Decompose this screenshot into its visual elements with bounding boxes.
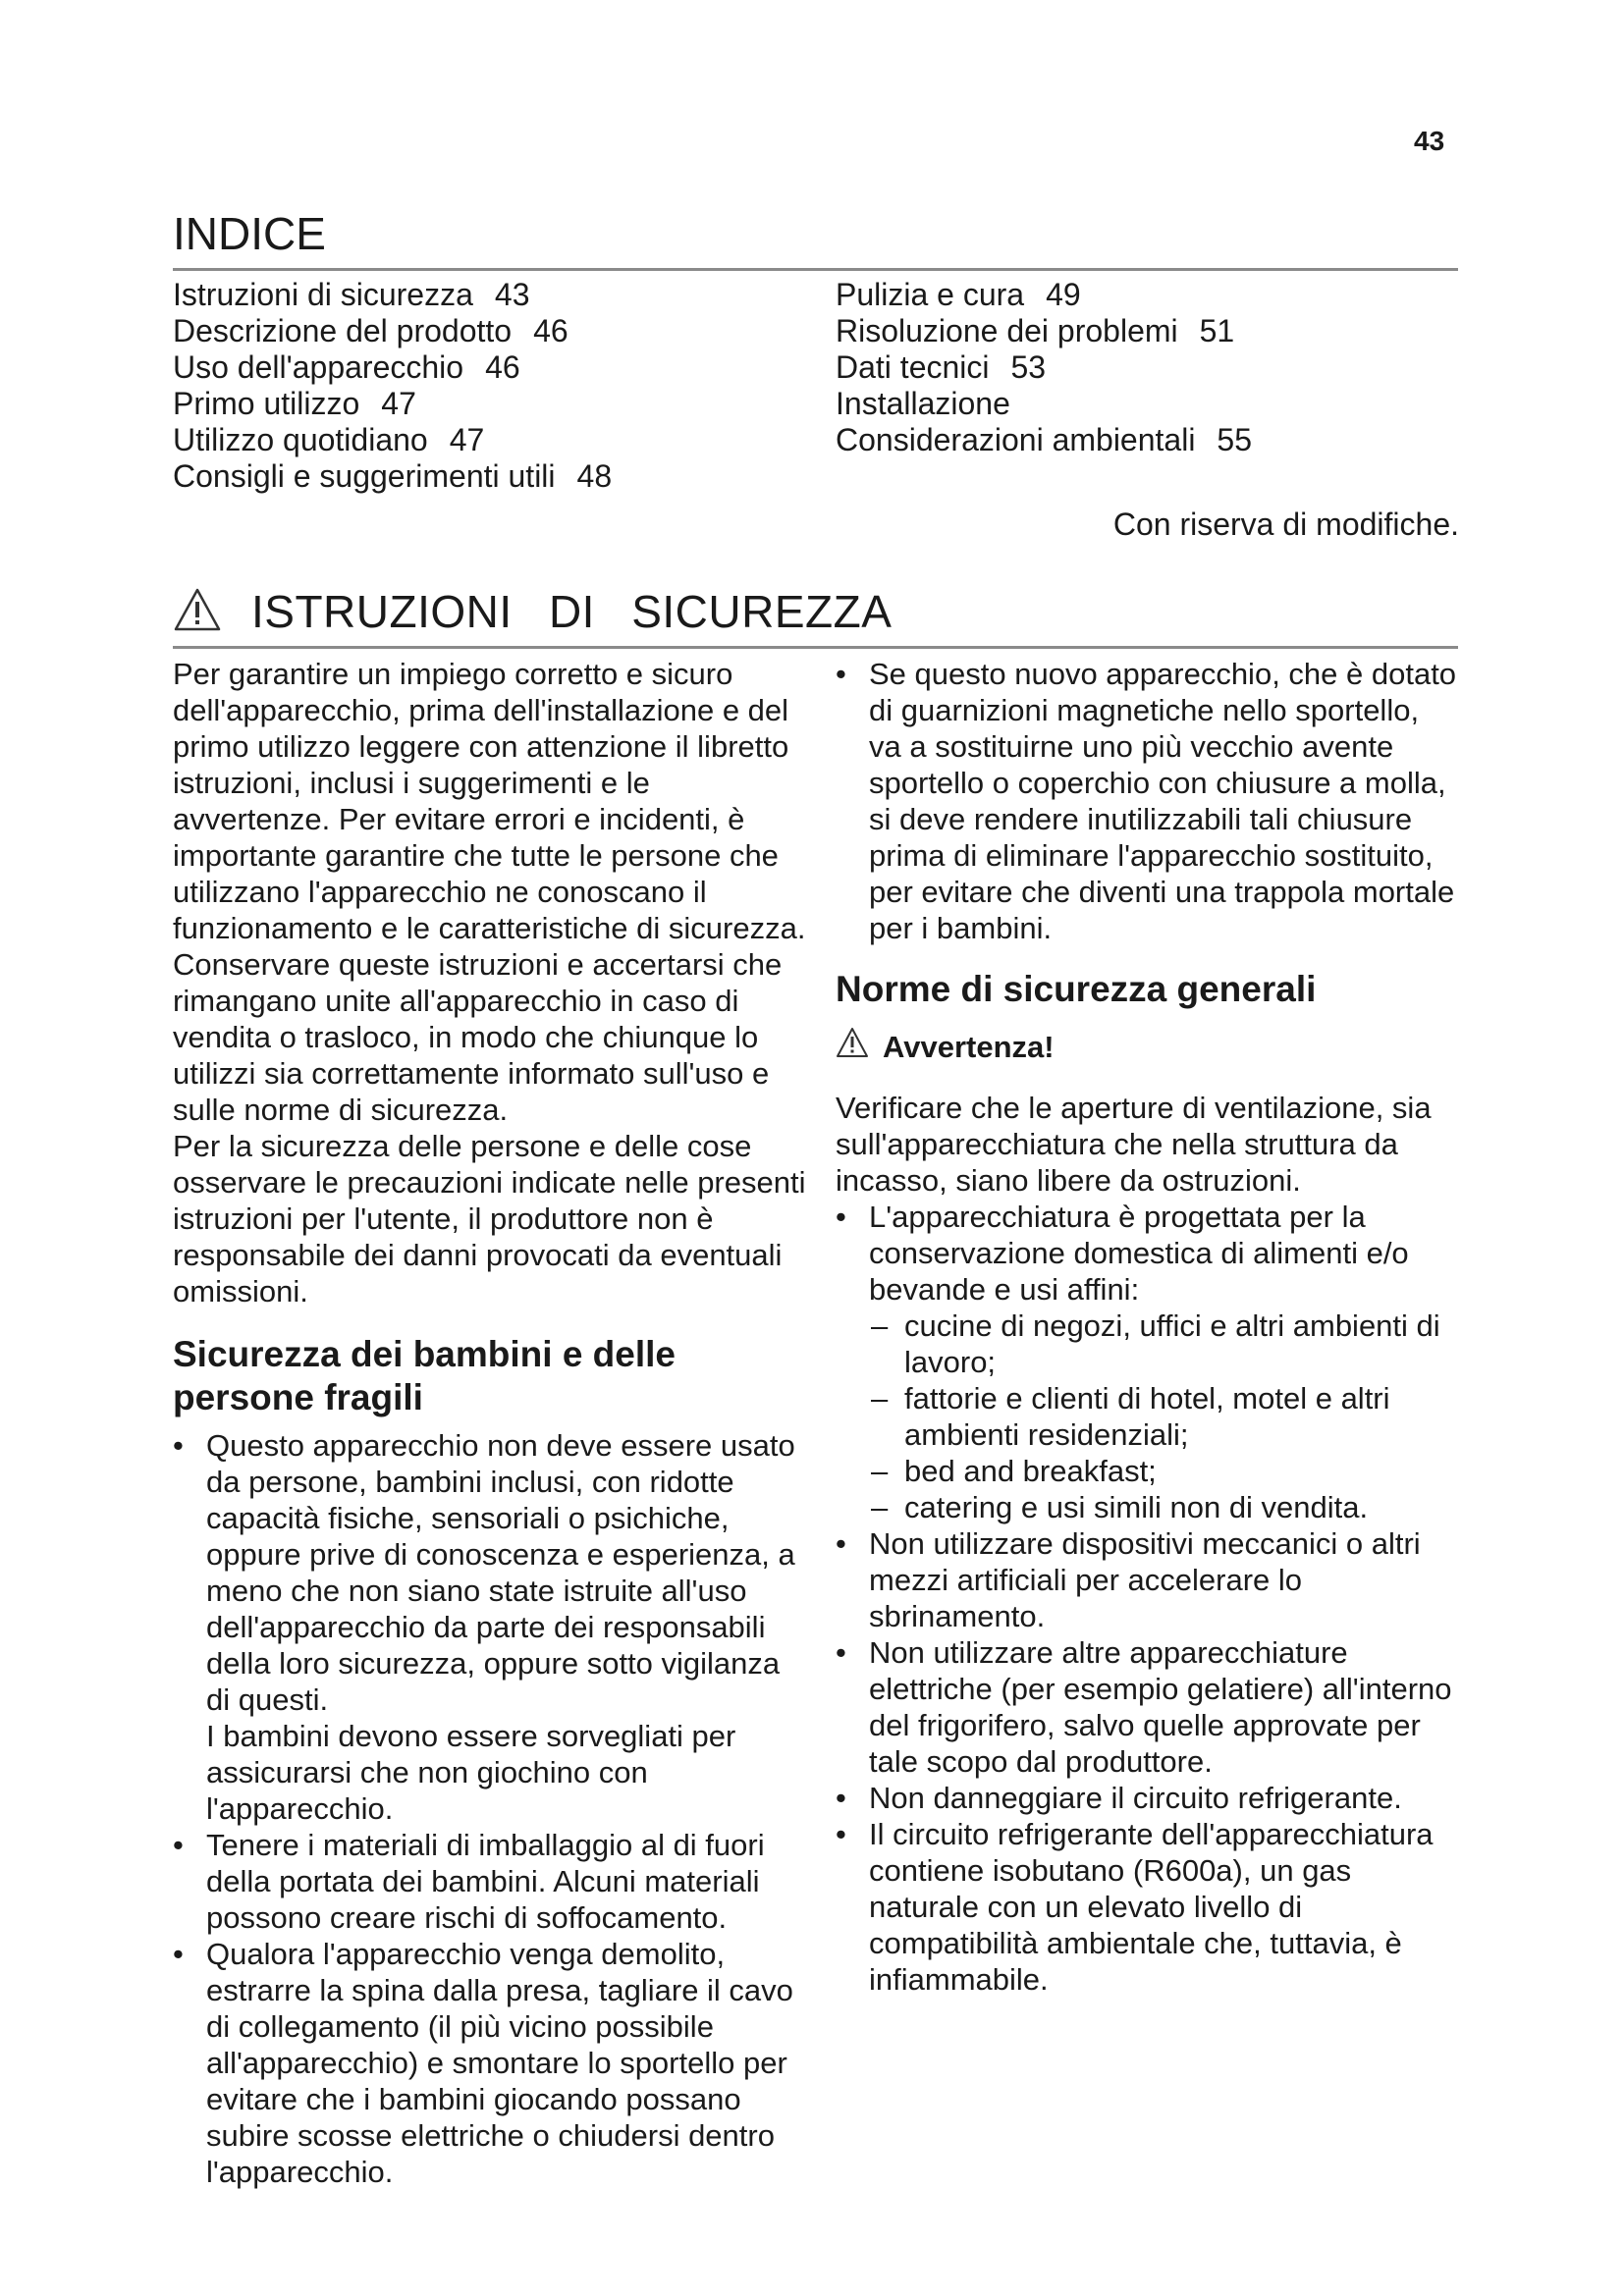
safety-rule (173, 646, 1458, 649)
children-safety-list (173, 1427, 809, 2190)
children-safety-list-cont (836, 656, 1458, 946)
toc-entry[interactable]: Istruzioni di sicurezza 43 (173, 277, 530, 312)
intro-paragraph: Per garantire un impiego corretto e sicuro dell'apparecchio, prima dell'installazione e del primo utilizzo leggere con attenzione il libretto istruzioni, inclusi i suggerimenti e le avvertenze. Per evitare errori e incidenti, è importante garantire che tutte le persone che utilizzano l'apparecchio ne conoscano il funzionamento e le caratteristiche di sicurezza. Conservare queste istruzioni e accertarsi che rimangano unite all'apparecchio in caso di vendita o trasloco, in modo che chiunque lo utilizzi sia correttamente informato sull'uso e sulle norme di sicurezza. (173, 657, 806, 1127)
toc-left-column (173, 277, 612, 495)
list-item: • Il circuito refrigerante dell'apparecchiatura contiene isobutano (R600a), un gas naturale con un elevato livello di compatibilità ambientale che, tuttavia, è infiammabile. (836, 1816, 1458, 1998)
list-item: • Se questo nuovo apparecchio, che è dotato di guarnizioni magnetiche nello sportello, va a sostituirne uno più vecchio avente sportello o coperchio con chiusure a molla, si deve rendere inutilizzabili tali chiusure prima di eliminare l'apparecchio sostituito, per evitare che diventi una trappola mortale per i bambini. (836, 656, 1458, 946)
ventilation-paragraph: Verificare che le aperture di ventilazione, sia sull'apparecchiatura che nella struttura da incasso, siano libere da ostruzioni. (836, 1091, 1432, 1198)
warning-row (836, 1021, 1458, 1072)
toc-entry[interactable]: Considerazioni ambientali 55 (836, 422, 1253, 457)
index-title: INDICE (173, 208, 326, 259)
list-item: • Qualora l'apparecchio venga demolito, estrarre la spina dalla presa, tagliare il cavo di collegamento (il più vicino possibile all'apparecchio) e smontare lo sportello per evitare che i bambini giocando possano subire scosse elettriche o chiudersi dentro l'apparecchio. (173, 1936, 809, 2190)
toc-entry[interactable]: Utilizzo quotidiano 47 (173, 422, 485, 457)
warning-triangle-icon (173, 587, 222, 637)
toc-entry[interactable]: Installazione (836, 386, 1010, 421)
warning-label: Avvertenza! (883, 1029, 1055, 1064)
changes-reserved-note: Con riserva di modifiche. (1112, 507, 1459, 542)
toc-entry[interactable]: Pulizia e cura 49 (836, 277, 1081, 312)
list-item: • Non danneggiare il circuito refrigerante. (836, 1780, 1458, 1816)
toc-entry[interactable]: Consigli e suggerimenti utili 48 (173, 458, 613, 494)
page-number: 43 (1414, 126, 1445, 156)
children-safety-heading: Sicurezza dei bambini e delle persone fragili (173, 1334, 677, 1417)
left-text-column (173, 656, 809, 2190)
toc-entry[interactable]: Primo utilizzo 47 (173, 386, 416, 421)
general-safety-heading: Norme di sicurezza generali (836, 969, 1317, 1009)
list-item: • Non utilizzare dispositivi meccanici o altri mezzi artificiali per accelerare lo sbrinamento. (836, 1525, 1458, 1634)
list-item: • Tenere i materiali di imballaggio al di fuori della portata dei bambini. Alcuni materiali possono creare rischi di soffocamento. (173, 1827, 809, 1936)
toc-entry[interactable]: Uso dell'apparecchio 46 (173, 349, 520, 385)
right-text-column (836, 656, 1458, 1998)
toc-entry[interactable]: Descrizione del prodotto 46 (173, 313, 568, 348)
list-item: • L'apparecchiatura è progettata per la conservazione domestica di alimenti e/o bevande e usi affini: (836, 1199, 1458, 1308)
safety-title-row (173, 577, 892, 646)
intro-paragraph-2: Per la sicurezza delle persone e delle cose osservare le precauzioni indicate nelle presenti istruzioni per l'utente, il produttore non è responsabile dei danni provocati da eventuali omissioni. (173, 1129, 806, 1308)
dash-item: – cucine di negozi, uffici e altri ambienti di lavoro; (836, 1308, 1458, 1380)
safety-title: ISTRUZIONI DI SICUREZZA (251, 586, 893, 637)
toc-entry[interactable]: Dati tecnici 53 (836, 349, 1047, 385)
dash-item: – bed and breakfast; (836, 1453, 1458, 1489)
warning-triangle-icon (836, 1027, 869, 1066)
list-item: • Non utilizzare altre apparecchiature elettriche (per esempio gelatiere) all'interno del frigorifero, salvo quelle approvate per tale scopo dal produttore. (836, 1634, 1458, 1780)
dash-item: – fattorie e clienti di hotel, motel e altri ambienti residenziali; (836, 1380, 1458, 1453)
toc-right-column (836, 277, 1252, 458)
list-item-continuation: I bambini devono essere sorvegliati per assicurarsi che non giochino con l'apparecchio. (206, 1719, 736, 1826)
index-rule (173, 268, 1458, 271)
dash-item: – catering e usi simili non di vendita. (836, 1489, 1458, 1525)
toc-entry[interactable]: Risoluzione dei problemi 51 (836, 313, 1235, 348)
general-safety-list (836, 1199, 1458, 1998)
list-item: • Questo apparecchio non deve essere usato da persone, bambini inclusi, con ridotte capacità fisiche, sensoriali o psichiche, oppure prive di conoscenza e esperienza, a meno che non siano state istruite all'uso dell'apparecchio da parte dei responsabili della loro sicurezza, oppure sotto vigilanza di questi. I bambini devono essere sorvegliati per assicurarsi che non giochino con l'apparecchio. (173, 1427, 809, 1827)
